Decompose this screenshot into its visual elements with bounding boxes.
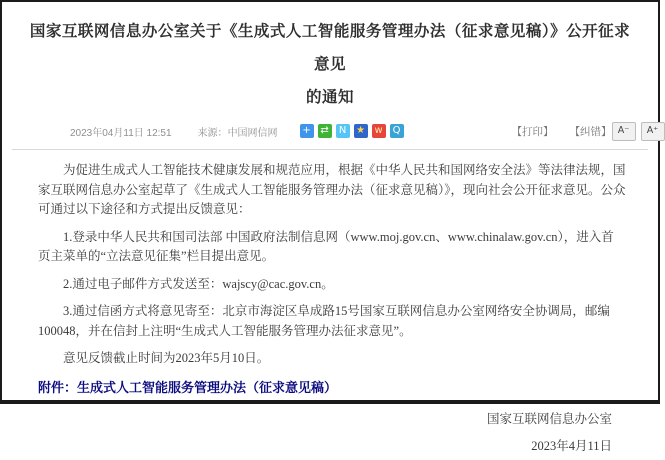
paragraph-channel-2-email: 2.通过电子邮件方式发送至：wajscy@cac.gov.cn。	[63, 276, 334, 291]
font-size-controls	[612, 122, 665, 141]
source-value: 中国网信网	[227, 127, 278, 139]
article-actions	[512, 124, 612, 139]
font-decrease-button[interactable]: A⁻	[612, 122, 636, 141]
page-title-line1: 国家互联网信息办公室关于《生成式人工智能服务管理办法（征求意见稿）》公开征求意见	[29, 23, 631, 73]
font-increase-button[interactable]: A⁺	[641, 122, 665, 141]
source-label: 来源：	[197, 127, 228, 139]
paragraph-channel-3-mail: 3.通过信函方式将意见寄至：北京市海淀区阜成路15号国家互联网信息办公室网络安全协调局，邮编100048，并在信封上注明“生成式人工智能服务管理办法征求意见”。	[38, 304, 610, 338]
tencent-weibo-share-icon[interactable]: N	[336, 124, 350, 138]
signature-date: 2023年4月11日	[531, 438, 612, 453]
paragraph-channel-1: 1.登录中华人民共和国司法部 中国政府法制信息网（www.moj.gov.cn、www.chinalaw.gov.cn），进入首页主菜单的“立法意见征集”栏目提出意见。	[38, 229, 614, 263]
publish-datetime: 2023年04月11日 12:51	[70, 127, 172, 139]
source	[198, 124, 278, 139]
page-title-line2: 的通知	[305, 89, 354, 106]
signature-block	[2, 406, 612, 460]
share-icon-group	[300, 124, 404, 138]
error-correction-button[interactable]: 【纠错】	[569, 125, 612, 138]
paragraph-deadline: 意见反馈截止时间为2023年5月10日。	[63, 351, 270, 365]
paragraph-intro: 为促进生成式人工智能技术健康发展和规范应用，根据《中华人民共和国网络安全法》等法律法规，国家互联网信息办公室起草了《生成式人工智能服务管理办法（征求意见稿）》，现向社会公开征求意见。公众可通过以下途径和方式提出反馈意见：	[38, 163, 626, 216]
print-button[interactable]: 【打印】	[511, 125, 554, 138]
header-divider	[12, 149, 648, 150]
wechat-share-icon[interactable]: ⇄	[318, 124, 332, 138]
attachment-link[interactable]: 附件：生成式人工智能服务管理办法（征求意见稿）	[38, 379, 338, 395]
meta-bar	[70, 121, 659, 141]
sina-weibo-share-icon[interactable]: w	[372, 124, 386, 138]
signature-org: 国家互联网信息办公室	[486, 411, 612, 426]
share-more-icon[interactable]: +	[300, 124, 314, 138]
article-body	[38, 161, 626, 369]
qzone-share-icon[interactable]: ★	[354, 124, 368, 138]
page-title	[24, 15, 636, 114]
qq-share-icon[interactable]: Q	[390, 124, 404, 138]
